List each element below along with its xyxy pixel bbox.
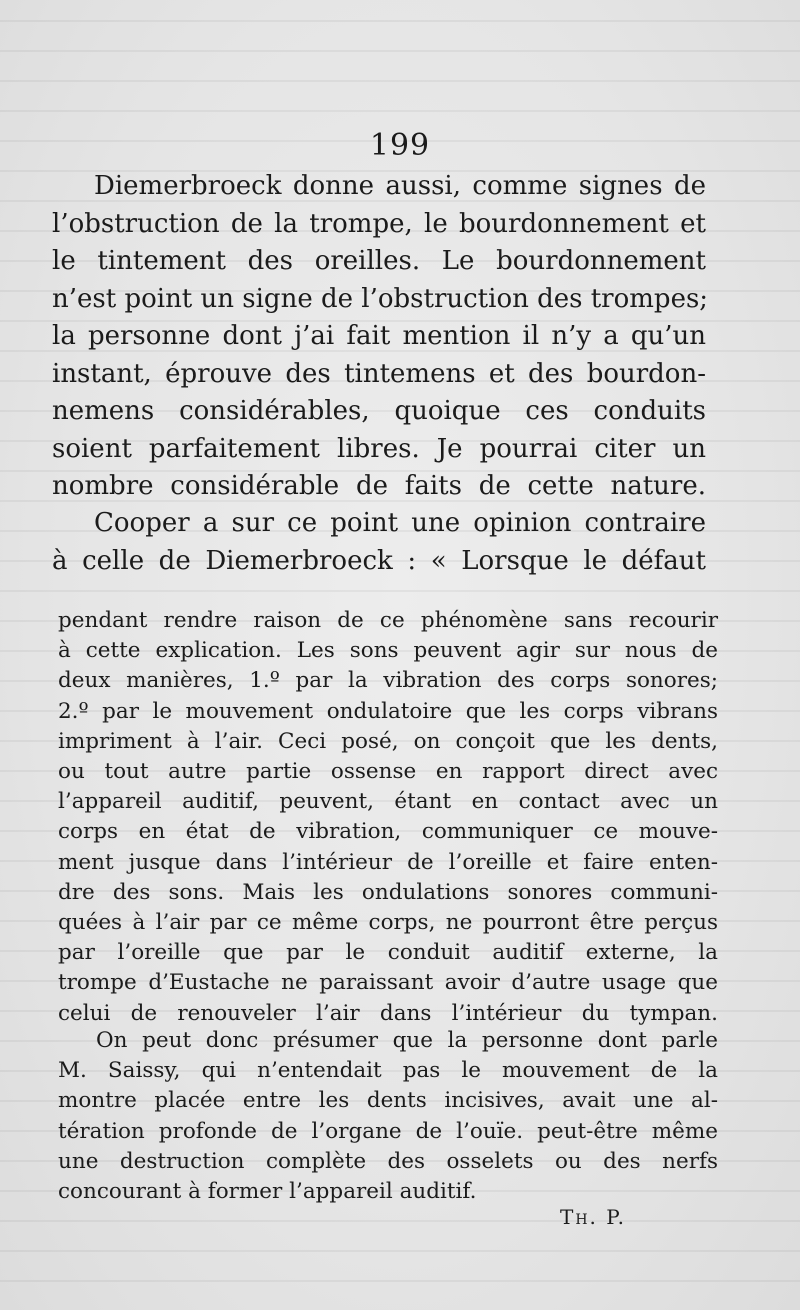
text-line: le tintement des oreilles. Le bourdonnement (52, 246, 706, 276)
paragraph-1 (52, 168, 709, 506)
text-line: ment jusque dans l’intérieur de l’oreille et faire enten- (58, 849, 718, 875)
text-line: l’appareil auditif, peuvent, étant en contact avec un (58, 789, 718, 815)
text-line: celui de renouveler l’air dans l’intérieur du tympan. (58, 1000, 718, 1026)
paragraph-4 (58, 1026, 718, 1207)
text-line: quées à l’air par ce même corps, ne pourront être perçus (58, 910, 718, 936)
text-line: Diemerbroeck donne aussi, comme signes de (94, 171, 706, 201)
text-line: concourant à former l’appareil auditif. (58, 1179, 477, 1205)
text-line: tération profonde de l’organe de l’ouïe. peut-être même (58, 1118, 718, 1144)
text-line: ou tout autre partie ossense en rapport direct avec (58, 759, 718, 785)
text-line: l’obstruction de la trompe, le bourdonnement et (52, 208, 706, 239)
text-line: nemens considérables, quoique ces conduits (52, 396, 706, 426)
text-line: nombre considérable de faits de cette nature. (52, 471, 706, 501)
text-line: une destruction complète des osselets ou des nerfs (58, 1148, 718, 1174)
signature: Th. P. (560, 1205, 627, 1229)
text-line: à cette explication. Les sons peuvent agir sur nous de (58, 638, 718, 664)
paragraph-3 (58, 606, 718, 1029)
text-line: instant, éprouve des tintemens et des bourdon- (52, 358, 706, 389)
text-line: corps en état de vibration, communiquer ce mouve- (58, 819, 718, 845)
text-line: n’est point un signe de l’obstruction des trompes; (52, 283, 709, 314)
text-line: la personne dont j’ai fait mention il n’y a qu’un (52, 321, 706, 351)
text-line: par l’oreille que par le conduit auditif externe, la (58, 940, 718, 966)
page-number: 199 (369, 128, 431, 163)
text-line: 2.º par le mouvement ondulatoire que les corps vibrans (58, 698, 718, 724)
text-line: pendant rendre raison de ce phénomène sans recourir (58, 608, 718, 633)
text-line: impriment à l’air. Ceci posé, on conçoit que les dents, (58, 728, 718, 754)
text-line: montre placée entre les dents incisives, avait une al- (58, 1088, 718, 1114)
paragraph-2 (52, 505, 706, 580)
text-line: Cooper a sur ce point une opinion contraire (94, 508, 706, 538)
text-line: à celle de Diemerbroeck : « Lorsque le défaut (52, 545, 706, 576)
text-line: M. Saissy, qui n’entendait pas le mouvement de la (58, 1058, 718, 1084)
text-line: deux manières, 1.º par la vibration des corps sonores; (58, 668, 718, 694)
text-line: On peut donc présumer que la personne dont parle (96, 1028, 718, 1053)
text-line: trompe d’Eustache ne paraissant avoir d’autre usage que (58, 970, 718, 996)
text-line: dre des sons. Mais les ondulations sonores communi- (58, 879, 718, 905)
text-line: soient parfaitement libres. Je pourrai citer un (52, 433, 706, 464)
